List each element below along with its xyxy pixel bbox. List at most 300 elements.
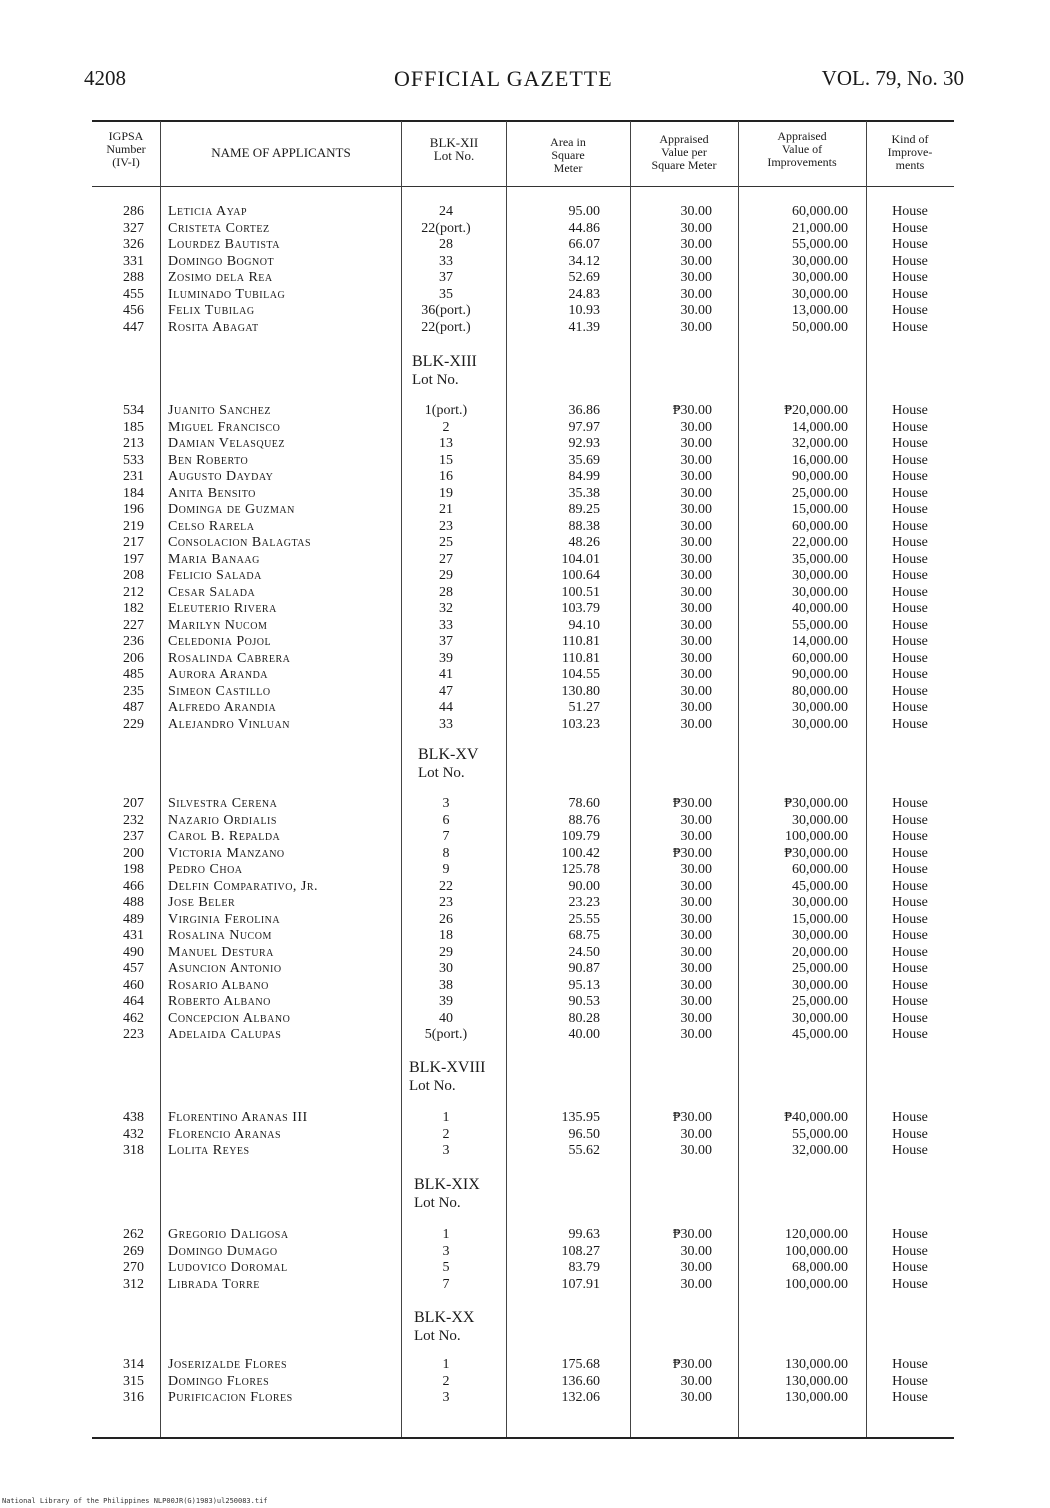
area-sqm: 36.86 [568,403,600,418]
header-rule [160,186,402,187]
value-per-sqm: 30.00 [680,502,712,517]
lot-number: 37 [439,270,453,285]
area-sqm: 99.63 [568,1227,600,1242]
area-sqm: 94.10 [568,617,600,633]
igpsa-number: 206 [123,650,144,666]
value-per-sqm: ₱30.00 [672,796,712,811]
table-row [92,519,954,535]
applicant-name: Rosita Abagat [168,319,259,335]
value-per-sqm: 30.00 [680,286,712,302]
kind-of-improvement: House [892,796,928,811]
value-per-sqm: 30.00 [680,895,712,910]
applicant-name: Eleuterio Rivera [168,601,277,616]
igpsa-number: 312 [123,1276,144,1292]
value-improvements: 30,000.00 [792,270,848,285]
kind-of-improvement: House [892,617,928,633]
table-row [92,667,954,683]
applicant-name: Zosimo dela Rea [168,270,273,285]
applicant-name: Augusto Dayday [168,469,274,484]
value-improvements: 130,000.00 [785,1373,848,1389]
kind-of-improvement: House [892,667,928,682]
applicant-name: Alejandro Vinluan [168,716,290,732]
applicant-name: Cristeta Cortez [168,220,270,236]
block-label-xx: BLK-XX Lot No. [414,1309,475,1344]
table-row [92,634,954,650]
table-row [92,1227,954,1243]
lot-number: 35 [439,286,453,302]
header-rule [738,186,866,187]
area-sqm: 95.00 [568,204,600,219]
igpsa-number: 237 [123,829,144,844]
area-sqm: 48.26 [568,535,600,550]
applicant-name: Aurora Aranda [168,667,269,682]
area-sqm: 175.68 [561,1357,600,1372]
value-improvements: 15,000.00 [792,911,848,927]
lot-number: 1 [442,1357,450,1372]
area-sqm: 104.55 [561,667,600,682]
value-improvements: 68,000.00 [792,1260,848,1275]
area-sqm: 95.13 [568,977,600,993]
table-row [92,684,954,700]
table-row [92,618,954,634]
table-row [92,1244,954,1260]
igpsa-number: 213 [123,436,144,451]
igpsa-number: 262 [123,1227,144,1242]
igpsa-number: 318 [123,1143,144,1158]
value-per-sqm: 30.00 [680,944,712,960]
value-per-sqm: 30.00 [680,1126,712,1142]
lot-number: 25 [439,535,453,550]
applicant-name: Felix Tubilag [168,303,255,318]
lot-number: 33 [439,716,453,732]
igpsa-number: 182 [123,601,144,616]
applicant-name: Florentino Aranas III [168,1110,308,1125]
applicant-name: Marilyn Nucom [168,617,268,633]
area-sqm: 90.53 [568,994,600,1009]
area-sqm: 104.01 [561,551,600,567]
igpsa-number: 487 [123,700,144,715]
value-improvements: 22,000.00 [792,535,848,550]
table-row [92,502,954,518]
table-row [92,1357,954,1373]
kind-of-improvement: House [892,1126,928,1142]
kind-of-improvement: House [892,1276,928,1292]
igpsa-number: 464 [123,994,144,1009]
area-sqm: 88.38 [568,518,600,534]
table-row [92,535,954,551]
area-sqm: 110.81 [562,634,600,649]
table-row [92,700,954,716]
table-row [92,287,954,303]
table-row [92,1127,954,1143]
value-improvements: 55,000.00 [792,617,848,633]
applicant-name: Celedonia Pojol [168,634,272,649]
igpsa-number: 235 [123,683,144,699]
applicant-name: Domingo Flores [168,1373,270,1389]
table-row [92,270,954,286]
value-per-sqm: 30.00 [680,253,712,269]
lot-number: 3 [442,1390,450,1405]
value-improvements: 30,000.00 [792,568,848,583]
value-per-sqm: 30.00 [680,419,712,435]
kind-of-improvement: House [892,977,928,993]
applicant-name: Concepcion Albano [168,1010,291,1026]
table-top-rule [92,120,954,122]
block-label-xix: BLK-XIX Lot No. [414,1176,480,1211]
block-label-xviii: BLK-XVIII Lot No. [409,1059,486,1094]
value-improvements: 100,000.00 [785,829,848,844]
lot-number: 16 [439,469,453,484]
area-sqm: 35.38 [568,485,600,501]
value-per-sqm: 30.00 [680,1260,712,1275]
kind-of-improvement: House [892,700,928,715]
header-rule [92,186,160,187]
lot-number: 5 [442,1260,450,1275]
kind-of-improvement: House [892,518,928,534]
kind-of-improvement: House [892,1110,928,1125]
area-sqm: 109.79 [561,829,600,844]
kind-of-improvement: House [892,469,928,484]
table-row [92,320,954,336]
area-sqm: 130.80 [561,683,600,699]
value-per-sqm: 30.00 [680,452,712,468]
value-improvements: 32,000.00 [792,1143,848,1158]
publication-title: OFFICIAL GAZETTE [394,66,613,91]
applicant-name: Rosalinda Cabrera [168,650,291,666]
value-per-sqm: ₱30.00 [672,845,712,861]
igpsa-number: 432 [123,1126,144,1142]
table-row [92,601,954,617]
table-row [92,486,954,502]
area-sqm: 89.25 [568,502,600,517]
lot-number: 1 [442,1110,450,1125]
area-sqm: 35.69 [568,452,600,468]
header-igpsa-number: IGPSA Number (IV-I) [106,129,146,169]
lot-number: 28 [439,584,453,600]
lot-number: 9 [442,862,450,877]
lot-number: 21 [439,502,453,517]
area-sqm: 66.07 [568,237,600,252]
header-rule [506,186,630,187]
table-row [92,1390,954,1406]
kind-of-improvement: House [892,220,928,236]
value-improvements: 30,000.00 [792,812,848,828]
kind-of-improvement: House [892,436,928,451]
igpsa-number: 200 [123,845,144,861]
lot-number: 2 [442,1126,450,1142]
applicant-name: Celso Rarela [168,518,255,534]
value-improvements: ₱40,000.00 [784,1110,848,1125]
applicant-name: Alfredo Arandia [168,700,277,715]
value-improvements: 30,000.00 [792,584,848,600]
area-sqm: 135.95 [561,1110,600,1125]
value-improvements: 30,000.00 [792,928,848,943]
applicant-name: Adelaida Calupas [168,1027,282,1042]
kind-of-improvement: House [892,1010,928,1026]
value-improvements: 20,000.00 [792,944,848,960]
value-per-sqm: 30.00 [680,485,712,501]
lot-number: 15 [439,452,453,468]
table-row [92,436,954,452]
value-per-sqm: 30.00 [680,1243,712,1259]
igpsa-number: 185 [123,419,144,435]
table-row [92,1027,954,1043]
lot-number: 7 [442,1276,450,1292]
value-per-sqm: 30.00 [680,928,712,943]
value-per-sqm: 30.00 [680,436,712,451]
kind-of-improvement: House [892,1373,928,1389]
kind-of-improvement: House [892,911,928,927]
kind-of-improvement: House [892,845,928,861]
igpsa-number: 270 [123,1260,144,1275]
value-per-sqm: 30.00 [680,568,712,583]
applicant-name: Simeon Castillo [168,683,271,699]
applicant-name: Iluminado Tubilag [168,286,286,302]
applicant-name: Domingo Bognot [168,253,275,269]
kind-of-improvement: House [892,601,928,616]
table-row [92,879,954,895]
lot-number: 29 [439,944,453,960]
applicant-name: Carol B. Repalda [168,829,281,844]
value-per-sqm: 30.00 [680,237,712,252]
igpsa-number: 462 [123,1010,144,1026]
igpsa-number: 236 [123,634,144,649]
header-appraised-value-improvements: Appraised Value of Improvements [767,129,837,169]
lot-number: 22(port.) [421,319,471,335]
area-sqm: 136.60 [561,1373,600,1389]
kind-of-improvement: House [892,568,928,583]
lot-number: 30 [439,961,453,976]
table-row [92,420,954,436]
lot-number: 13 [439,436,453,451]
applicant-name: Dominga de Guzman [168,502,295,517]
kind-of-improvement: House [892,829,928,844]
igpsa-number: 326 [123,237,144,252]
value-improvements: 25,000.00 [792,961,848,976]
value-per-sqm: 30.00 [680,1373,712,1389]
igpsa-number: 232 [123,812,144,828]
value-improvements: 130,000.00 [785,1390,848,1405]
lot-number: 32 [439,601,453,616]
igpsa-number: 288 [123,270,144,285]
table-row [92,585,954,601]
value-improvements: 15,000.00 [792,502,848,517]
lot-number: 18 [439,928,453,943]
block-label-xiii: BLK-XIII Lot No. [412,353,477,388]
lot-number: 3 [442,1143,450,1158]
area-sqm: 41.39 [568,319,600,335]
area-sqm: 100.51 [561,584,600,600]
kind-of-improvement: House [892,1357,928,1372]
table-row [92,469,954,485]
igpsa-number: 269 [123,1243,144,1259]
value-improvements: 30,000.00 [792,895,848,910]
value-improvements: 14,000.00 [792,634,848,649]
table-row [92,928,954,944]
value-improvements: ₱30,000.00 [784,796,848,811]
value-improvements: 13,000.00 [792,303,848,318]
kind-of-improvement: House [892,502,928,517]
igpsa-number: 534 [123,403,144,418]
igpsa-number: 314 [123,1357,144,1372]
igpsa-number: 198 [123,862,144,877]
lot-number: 33 [439,617,453,633]
applicant-name: Manuel Destura [168,944,274,960]
lot-number: 44 [439,700,453,715]
lot-number: 27 [439,551,453,567]
kind-of-improvement: House [892,1227,928,1242]
table-row [92,1110,954,1126]
applicant-name: Juanito Sanchez [168,403,271,418]
area-sqm: 78.60 [568,796,600,811]
area-sqm: 34.12 [568,253,600,269]
kind-of-improvement: House [892,419,928,435]
kind-of-improvement: House [892,1143,928,1158]
kind-of-improvement: House [892,1243,928,1259]
area-sqm: 108.27 [561,1243,600,1259]
table-row [92,796,954,812]
igpsa-number: 227 [123,617,144,633]
value-per-sqm: 30.00 [680,535,712,550]
value-per-sqm: ₱30.00 [672,1357,712,1372]
applicant-name: Miguel Francisco [168,419,281,435]
igpsa-number: 212 [123,584,144,600]
applicant-name: Rosario Albano [168,977,269,993]
kind-of-improvement: House [892,812,928,828]
kind-of-improvement: House [892,1260,928,1275]
kind-of-improvement: House [892,403,928,418]
kind-of-improvement: House [892,650,928,666]
value-per-sqm: 30.00 [680,1276,712,1292]
value-improvements: 55,000.00 [792,1126,848,1142]
table-bottom-rule [92,1437,954,1439]
value-per-sqm: 30.00 [680,977,712,993]
table-row [92,254,954,270]
igpsa-number: 197 [123,551,144,567]
area-sqm: 90.87 [568,961,600,976]
lot-number: 2 [442,419,450,435]
lot-number: 3 [442,1243,450,1259]
applicant-name: Victoria Manzano [168,845,285,861]
igpsa-number: 438 [123,1110,144,1125]
kind-of-improvement: House [892,994,928,1009]
area-sqm: 96.50 [568,1126,600,1142]
applicant-name: Asuncion Antonio [168,961,282,976]
applicant-name: Joserizalde Flores [168,1357,288,1372]
value-per-sqm: 30.00 [680,650,712,666]
value-per-sqm: 30.00 [680,700,712,715]
value-improvements: 14,000.00 [792,419,848,435]
kind-of-improvement: House [892,944,928,960]
page-header [84,62,964,102]
lot-number: 47 [439,683,453,699]
value-per-sqm: 30.00 [680,518,712,534]
area-sqm: 100.64 [561,568,600,583]
applicant-name: Virginia Ferolina [168,911,281,927]
igpsa-number: 223 [123,1027,144,1042]
value-improvements: ₱30,000.00 [784,845,848,861]
applicant-name: Silvestra Cerena [168,796,278,811]
lot-number: 3 [442,796,450,811]
lot-number: 24 [439,204,453,219]
header-rule [402,186,506,187]
igpsa-number: 207 [123,796,144,811]
value-improvements: 60,000.00 [792,862,848,877]
igpsa-number: 466 [123,878,144,894]
kind-of-improvement: House [892,319,928,335]
igpsa-number: 184 [123,485,144,501]
value-improvements: 21,000.00 [792,220,848,236]
table-row [92,453,954,469]
value-per-sqm: 30.00 [680,667,712,682]
value-per-sqm: 30.00 [680,551,712,567]
applicant-name: Consolacion Balagtas [168,535,312,550]
header-area: Area in Square Meter [550,135,586,175]
kind-of-improvement: House [892,895,928,910]
value-per-sqm: 30.00 [680,617,712,633]
lot-number: 1(port.) [424,403,468,418]
value-per-sqm: 30.00 [680,303,712,318]
area-sqm: 97.97 [568,419,600,435]
area-sqm: 24.50 [568,944,600,960]
kind-of-improvement: House [892,928,928,943]
table-row [92,1011,954,1027]
kind-of-improvement: House [892,270,928,285]
lot-number: 38 [439,977,453,993]
value-per-sqm: 30.00 [680,961,712,976]
value-per-sqm: 30.00 [680,829,712,844]
igpsa-number: 455 [123,286,144,302]
area-sqm: 44.86 [568,220,600,236]
lot-number: 23 [439,518,453,534]
value-per-sqm: 30.00 [680,469,712,484]
value-improvements: 25,000.00 [792,485,848,501]
value-improvements: 30,000.00 [792,977,848,993]
kind-of-improvement: House [892,286,928,302]
lot-number: 5(port.) [424,1027,468,1042]
area-sqm: 110.81 [562,650,600,666]
area-sqm: 23.23 [568,895,600,910]
value-improvements: 32,000.00 [792,436,848,451]
area-sqm: 103.79 [561,601,600,616]
area-sqm: 25.55 [568,911,600,927]
value-improvements: 100,000.00 [785,1276,848,1292]
lot-number: 22(port.) [421,220,471,236]
value-improvements: 16,000.00 [792,452,848,468]
table-row [92,961,954,977]
value-per-sqm: 30.00 [680,862,712,877]
lot-number: 39 [439,650,453,666]
igpsa-number: 327 [123,220,144,236]
area-sqm: 24.83 [568,286,600,302]
applicant-name: Roberto Albano [168,994,271,1009]
igpsa-number: 489 [123,911,144,927]
table-row [92,1277,954,1293]
value-improvements: 60,000.00 [792,518,848,534]
lot-number: 19 [439,485,453,501]
area-sqm: 90.00 [568,878,600,894]
value-improvements: 45,000.00 [792,878,848,894]
applicant-name: Felicio Salada [168,568,262,583]
value-per-sqm: 30.00 [680,270,712,285]
igpsa-number: 431 [123,928,144,943]
applicant-name: Maria Banaag [168,551,260,567]
lot-number: 8 [442,845,450,861]
lot-number: 33 [439,253,453,269]
kind-of-improvement: House [892,485,928,501]
kind-of-improvement: House [892,634,928,649]
table-row [92,813,954,829]
